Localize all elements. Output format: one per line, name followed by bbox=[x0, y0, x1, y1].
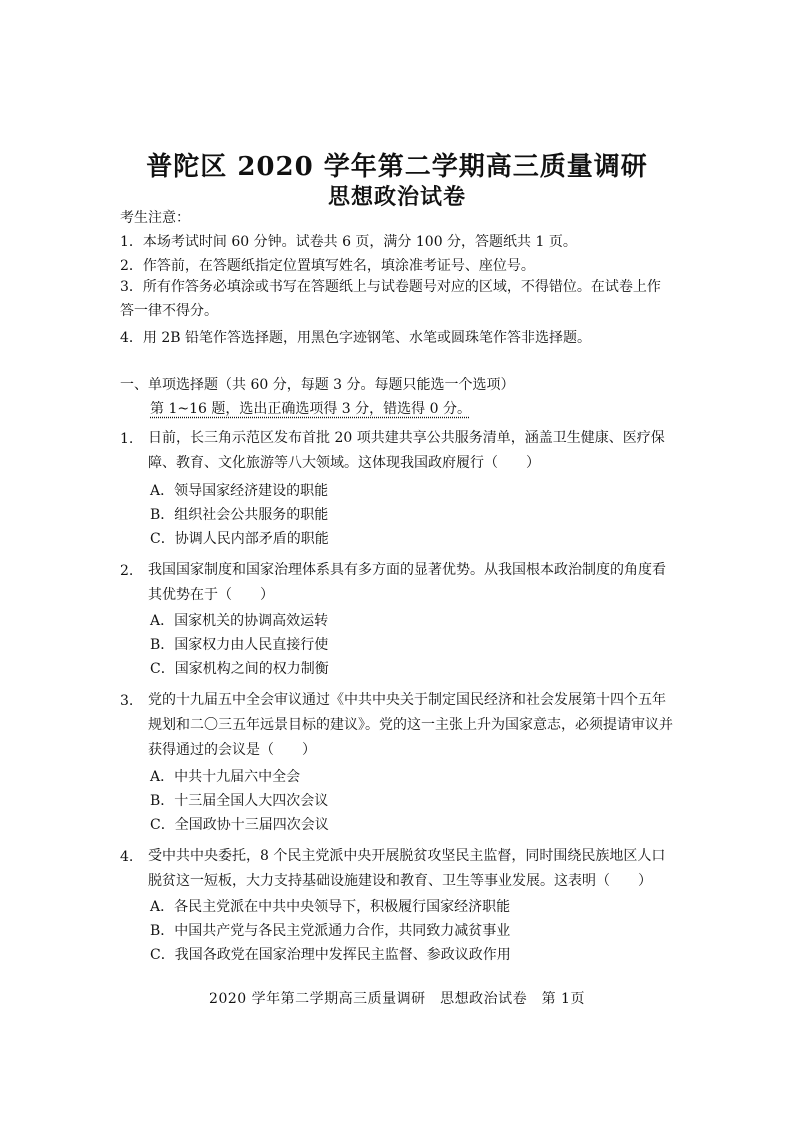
question-option: C．全国政协十三届四次会议 bbox=[150, 817, 329, 833]
question-number: 2. bbox=[120, 563, 134, 579]
question-option: C．国家机构之间的权力制衡 bbox=[150, 661, 329, 677]
question-option: B．十三届全国人大四次会议 bbox=[150, 793, 329, 809]
question-text: 党的十九届五中全会审议通过《中共中央关于制定国民经济和社会发展第十四个五年规划和二〇三五年远景目标的建议》。党的这一主张上升为国家意志，必须提请审议并获得通过的会议是（ ） bbox=[148, 692, 673, 758]
question-option: A．中共十九届六中全会 bbox=[150, 769, 301, 785]
notice-item: 2．作答前，在答题纸指定位置填写姓名，填涂准考证号、座位号。 bbox=[120, 258, 535, 274]
page-subtitle: 思想政治试卷 bbox=[327, 184, 466, 210]
question-option: C．协调人民内部矛盾的职能 bbox=[150, 531, 329, 547]
question-text: 日前，长三角示范区发布首批 20 项共建共享公共服务清单，涵盖卫生健康、医疗保障、教育、文化旅游等八大领域。这体现我国政府履行（ ） bbox=[148, 430, 665, 471]
notice-item: 1．本场考试时间 60 分钟。试卷共 6 页，满分 100 分，答题纸共 1 页。 bbox=[120, 234, 577, 250]
section-heading: 一、单项选择题（共 60 分，每题 3 分。每题只能选一个选项） bbox=[120, 377, 515, 393]
question-option: B．国家权力由人民直接行使 bbox=[150, 637, 329, 653]
question-number: 1. bbox=[120, 431, 134, 447]
notice-item: 4．用 2B 铅笔作答选择题，用黑色字迹钢笔、水笔或圆珠笔作答非选择题。 bbox=[120, 330, 592, 346]
question-option: B．中国共产党与各民主党派通力合作，共同致力减贫事业 bbox=[150, 923, 511, 939]
notice-item: 3．所有作答务必填涂或书写在答题纸上与试卷题号对应的区域，不得错位。在试卷上作答一律不得分。 bbox=[120, 279, 661, 319]
notice-heading: 考生注意： bbox=[120, 210, 190, 226]
question-option: B．组织社会公共服务的职能 bbox=[150, 507, 329, 523]
question-option: A．领导国家经济建设的职能 bbox=[150, 483, 329, 499]
section-instruction: 第 1~16 题，选出正确选项得 3 分，错选得 0 分。 bbox=[150, 401, 471, 417]
question-text: 我国国家制度和国家治理体系具有多方面的显著优势。从我国根本政治制度的角度看其优势在于（ ） bbox=[148, 562, 666, 603]
question-option: A．国家机关的协调高效运转 bbox=[150, 613, 329, 629]
question-option: C．我国各政党在国家治理中发挥民主监督、参政议政作用 bbox=[150, 947, 511, 963]
question-number: 4. bbox=[120, 849, 134, 865]
page-footer: 2020 学年第二学期高三质量调研 思想政治试卷 第 1页 bbox=[209, 991, 585, 1007]
question-number: 3. bbox=[120, 693, 134, 709]
question-text: 受中共中央委托，8 个民主党派中央开展脱贫攻坚民主监督，同时围绕民族地区人口脱贫这一短板，大力支持基础设施建设和教育、卫生等事业发展。这表明（ ） bbox=[148, 848, 666, 889]
page-title: 普陀区 2020 学年第二学期高三质量调研 bbox=[146, 152, 648, 182]
question-option: A．各民主党派在中共中央领导下，积极履行国家经济职能 bbox=[150, 899, 511, 915]
